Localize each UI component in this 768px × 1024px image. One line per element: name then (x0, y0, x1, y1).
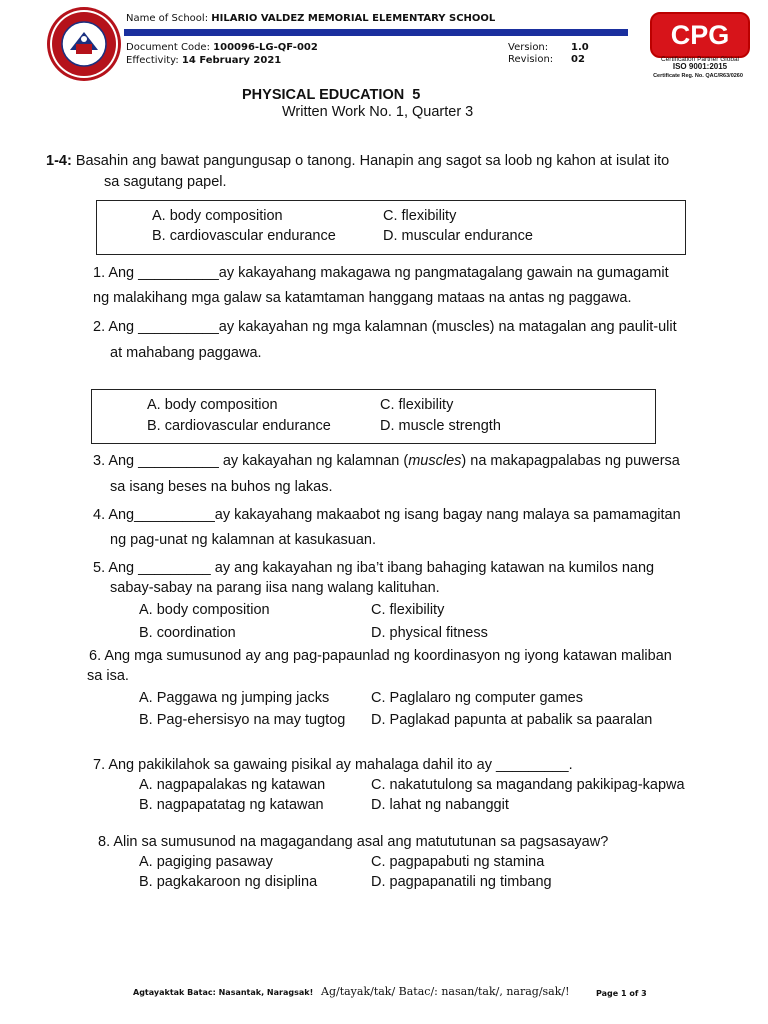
question-6-option-d: D. Paglakad papunta at pabalik sa paaralan (371, 712, 653, 728)
page-number: Page 1 of 3 (596, 989, 647, 998)
school-seal (46, 6, 122, 82)
revision-label: Revision: (508, 54, 554, 65)
question-8-option-a: A. pagiging pasaway (139, 854, 273, 870)
question-7-option-b: B. nagpapatatag ng katawan (139, 797, 324, 813)
question-6-option-c: C. Paglalaro ng computer games (371, 690, 583, 706)
doc-code-line (126, 42, 318, 53)
instruction-line1 (46, 153, 669, 169)
question-4-line2: ng pag-unat ng kalamnan at kasukasuan. (110, 532, 377, 548)
question-4-line1: 4. Ang__________ay kakayahang makaabot ng isang bagay nang malaya sa pamamagitan (93, 507, 681, 523)
question-8-option-d: D. pagpapanatili ng timbang (371, 874, 552, 890)
box2-option-c: C. flexibility (380, 397, 454, 413)
box2-option-b: B. cardiovascular endurance (147, 418, 331, 434)
question-1-line2: ng malakihang mga galaw sa katamtaman hanggang mataas na antas ng paggawa. (93, 290, 632, 306)
page-title: PHYSICAL EDUCATION 5 (242, 87, 421, 103)
school-name: HILARIO VALDEZ MEMORIAL ELEMENTARY SCHOOL (211, 13, 496, 24)
question-3-line2: sa isang beses na buhos ng lakas. (110, 479, 333, 495)
cpg-line1: Certification Partner Global (660, 56, 740, 63)
revision: 02 (571, 54, 585, 65)
box1-option-d: D. muscular endurance (383, 228, 533, 244)
question-3-pre: 3. Ang __________ ay kakayahan ng kalamnan ( (93, 453, 409, 469)
cpg-line3: Certificate Reg. No. QAC/R63/0260 (653, 73, 743, 79)
question-3-post: ) na makapagpalabas ng puwersa (461, 453, 680, 469)
box2-option-d: D. muscle strength (380, 418, 501, 434)
doc-code-label: Document Code: (126, 42, 210, 53)
question-6-option-b: B. Pag-ehersisyo na may tugtog (139, 712, 346, 728)
effectivity-label: Effectivity: (126, 55, 179, 66)
effectivity-line (126, 55, 281, 66)
question-6-line1: 6. Ang mga sumusunod ay ang pag-papaunlad ng koordinasyon ng iyong katawan maliban (89, 648, 672, 664)
question-2-line1: 2. Ang __________ay kakayahan ng mga kalamnan (muscles) na matagalan ang paulit-ulit (93, 319, 677, 335)
box1-option-a: A. body composition (152, 208, 283, 224)
question-8-option-b: B. pagkakaroon ng disiplina (139, 874, 318, 890)
box1-option-c: C. flexibility (383, 208, 457, 224)
question-5-line1: 5. Ang _________ ay ang kakayahan ng iba’t ibang bahaging katawan na kumilos nang (93, 560, 655, 576)
question-3-line1 (93, 453, 680, 469)
instruction-text: Basahin ang bawat pangungusap o tanong. Hanapin ang sagot sa loob ng kahon at isulat ito (71, 153, 670, 169)
cpg-logo-text: CPG (670, 20, 730, 50)
question-8-line1: 8. Alin sa sumusunod na magagandang asal ang matututunan sa pagsasayaw? (98, 834, 609, 850)
school-label: Name of School: (126, 13, 209, 24)
question-1-line1: 1. Ang __________ay kakayahang makagawa ng pangmatagalang gawain na gumagamit (93, 265, 669, 281)
box1-option-b: B. cardiovascular endurance (152, 228, 336, 244)
question-6-option-a: A. Paggawa ng jumping jacks (139, 690, 330, 706)
footer-motto: Agtayaktak Batac: Nasantak, Naragsak! (133, 988, 314, 997)
question-5-line2: sabay-sabay na parang iisa nang walang kalituhan. (110, 580, 440, 596)
question-5-option-a: A. body composition (139, 602, 270, 618)
page-subtitle: Written Work No. 1, Quarter 3 (282, 104, 474, 120)
question-7-option-d: D. lahat ng nabanggit (371, 797, 509, 813)
school-name-line (126, 13, 495, 24)
box2-option-a: A. body composition (147, 397, 278, 413)
version-label: Version: (508, 42, 549, 53)
version: 1.0 (571, 42, 589, 53)
question-7-option-a: A. nagpapalakas ng katawan (139, 777, 326, 793)
question-2-line2: at mahabang paggawa. (110, 345, 262, 361)
question-7-option-c: C. nakatutulong sa magandang pakikipag-kapwa (371, 777, 685, 793)
question-5-option-d: D. physical fitness (371, 625, 488, 641)
effectivity: 14 February 2021 (181, 55, 282, 66)
doc-code: 100096-LG-QF-002 (213, 42, 318, 53)
question-5-option-c: C. flexibility (371, 602, 445, 618)
question-7-line1: 7. Ang pakikilahok sa gawaing pisikal ay mahalaga dahil ito ay _________. (93, 757, 573, 773)
cpg-line2: ISO 9001:2015 (672, 62, 728, 71)
cpg-logo (650, 12, 750, 58)
header-bar (124, 29, 628, 36)
question-3-italic: muscles (408, 453, 462, 469)
question-5-option-b: B. coordination (139, 625, 236, 641)
question-8-option-c: C. pagpapabuti ng stamina (371, 854, 545, 870)
instruction-number: 1-4: (46, 153, 72, 169)
footer-phonetic: Ag/tayak/tak/ Batac/: nasan/tak/, narag/sak/! (321, 985, 570, 998)
instruction-line2: sa sagutang papel. (104, 174, 227, 190)
question-6-line2: sa isa. (87, 668, 129, 684)
